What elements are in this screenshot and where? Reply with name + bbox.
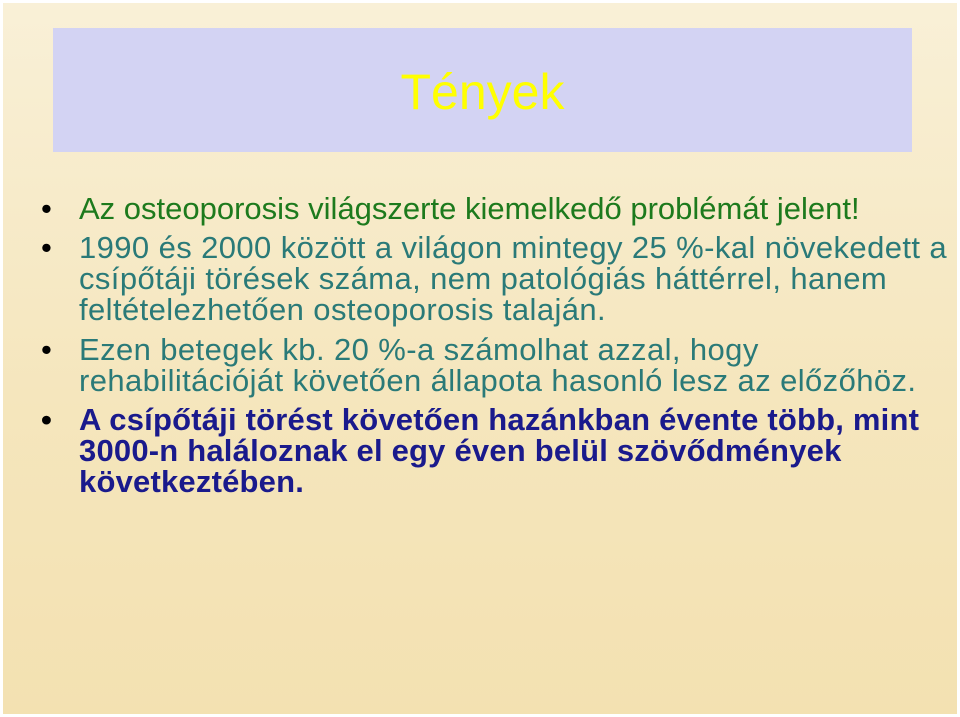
bullet-dot-icon: • [41, 191, 52, 226]
bullet-item [35, 334, 950, 396]
slide-title: Tények [400, 64, 565, 120]
bullet-item [35, 232, 950, 325]
bullet-text: 1990 és 2000 között a világon mintegy 25 %-kal növekedett a csípőtáji törések száma, nem patológiás háttérrel, hanem feltételezhetően osteoporosis talaján. [79, 230, 948, 327]
bullet-dot-icon: • [41, 402, 53, 437]
bullet-text: Az osteoporosis világszerte kiemelkedő problémát jelent! [79, 191, 860, 226]
slide [3, 3, 957, 714]
bullet-text: A csípőtáji törést követően hazánkban évente több, mint 3000-n haláloznak el egy éven belül szövődmények következtében. [79, 402, 920, 499]
bullet-dot-icon: • [41, 332, 53, 367]
bullet-item [35, 404, 950, 497]
title-bar [53, 28, 912, 152]
bullet-list [35, 193, 950, 497]
bullet-dot-icon: • [41, 230, 53, 265]
bullet-text: Ezen betegek kb. 20 %-a számolhat azzal, hogy rehabilitációját követően állapota hasonló lesz az előzőhöz. [79, 332, 917, 398]
bullet-item [35, 193, 950, 224]
